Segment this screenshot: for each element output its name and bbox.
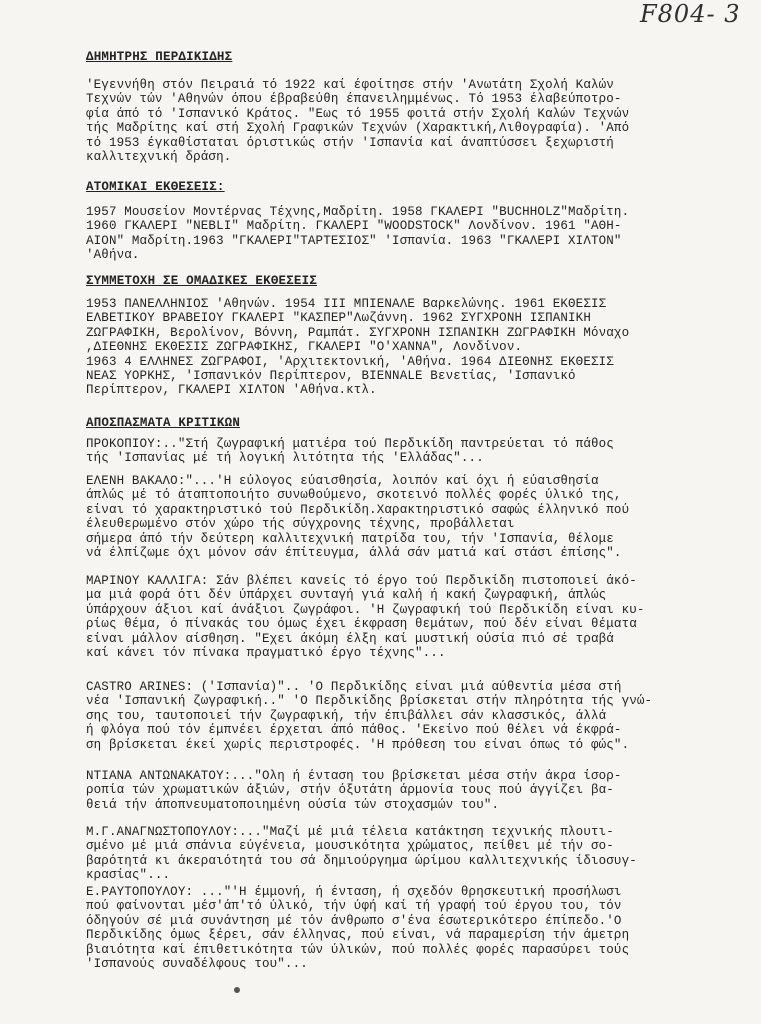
paragraph — [86, 437, 614, 466]
paragraph — [86, 78, 629, 164]
text-line: νά έλπίζωμε όχι μόνον σάν έπίτευγμα, άλλά σάν ματιά καί στάσι έπίσης". — [86, 546, 622, 561]
text-line: άπλώς μέ τό άταπτοποιήτο συνωθούμενο, σκοτεινό πολλές φορές ύλικό της, — [86, 488, 622, 503]
text-line: 1960 ΓΚΑΛΕΡΙ "NEBLI" Μαδρίτη. ΓΚΑΛΕΡΙ "WOODSTOCK" Λονδίνον. 1961 "ΑΘΗ- — [86, 219, 622, 234]
text-line: ΕΛΒΕΤΙΚΟΥ ΒΡΑΒΕΙΟΥ ΓΚΑΛΕΡΙ "ΚΑΣΠΕΡ"Λωζάννη. 1962 ΣΥΓΧΡΟΝΗ ΙΣΠΑΝΙΚΗ — [86, 311, 591, 326]
text-line: είναι τό χαρακτηριστικό τού Περδικίδη.Χαρακτηριστικό σαφώς έλληνικό πού — [86, 502, 630, 517]
text-line: είναι μάλλον αίσθηση. "Εχει άκόμη έλξη καί μυστική ούσία πιό σέ τραβά — [86, 631, 614, 646]
paragraph — [86, 825, 637, 883]
text-line: πού φαίνονται μέσ'άπ'τό ύλικό, τήν ύφή καί τή γραφή τού έργου του, τόν — [86, 899, 622, 914]
text-line: 1963 4 ΕΛΛΗΝΕΣ ΖΩΓΡΑΦΟΙ, 'Αρχιτεκτονική, 'Αθήνα. 1964 ΔΙΕΘΝΗΣ ΕΚΘΕΣΙΣ — [86, 354, 614, 369]
text-line: νέα 'Ισπανική ζωγραφική.." 'Ο Περδικίδης βρίσκεται στήν πληρότητα τής γνώ- — [86, 694, 653, 709]
text-line: CASTRO ARINES: ('Ισπανία)".. 'Ο Περδικίδης είναι μιά αύθεντία μέσα στή — [86, 680, 622, 694]
text-line: θειά τήν άποπνευματοποιημένη ούσία τών στοχασμών του". — [86, 797, 500, 812]
text-line: ροπία τών χρωματικών άξιών, στήν όξυτάτη άρμονία τους πού άγγίζει βα- — [86, 783, 614, 798]
text-line: 'Αθήνα. — [86, 248, 140, 263]
text-line: ,ΔΙΕΘΝΗΣ ΕΚΘΕΣΙΣ ΖΩΓΡΑΦΙΚΗΣ, ΓΚΑΛΕΡΙ "Ο'ΧΑΝΝΑ", Λονδίνον. — [86, 340, 523, 355]
text-line: 1957 Μουσείον Μοντέρνας Τέχνης,Μαδρίτη. 1958 ΓΚΑΛΕΡΙ "BUCHHOLZ"Μαδρίτη. — [86, 205, 630, 219]
text-line: ση βρίσκεται έκεί χωρίς περιστροφές. 'Η πρόθεση του είναι όπως τό φώς". — [86, 737, 630, 752]
text-line: όδηγούν σέ μιά συνάντηση μέ τόν άνθρωπο σ'ένα έσωτερικότερο έπίπεδο.'Ο — [86, 913, 622, 928]
text-line: τό 1953 έγκαθίσταται όριστικώς στήν 'Ισπανία καί άναπτύσσει ξεχωριστή — [86, 135, 614, 150]
text-line: ΑΙΟΝ" Μαδρίτη.1963 "ΓΚΑΛΕΡΙ"ΤΑΡΤΕΣΙΟΣ" 'Ισπανία. 1963 "ΓΚΑΛΕΡΙ ΧΙΛΤΟΝ" — [86, 233, 622, 248]
text-line: σήμερα άπό τήν δεύτερη καλλιτεχνική πατρίδα του, τήν 'Ισπανία, θέλομε — [86, 531, 614, 546]
text-line: ΜΑΡΙΝΟΥ ΚΑΛΛΙΓΑ: Σάν βλέπει κανείς τό έργο τού Περδικίδη πιστοποιεί άκό- — [86, 574, 637, 588]
text-line: μα μιά φορά ότι δέν ύπάρχει συνταγή γιά καλή ή κακή ζωγραφική, άπλώς — [86, 588, 607, 603]
text-line: ΖΩΓΡΑΦΙΚΗ, Βερολίνον, Βόννη, Ραμπάτ. ΣΥΓΧΡΟΝΗ ΙΣΠΑΝΙΚΗ ΖΩΓΡΑΦΙΚΗ Μόναχο — [86, 325, 630, 340]
text-line: καλλιτεχνική δράση. — [86, 150, 232, 165]
text-line: ρίως θέμα, ό πίνακάς του όμως έχει έκφραση θεμάτων, πού δέν είναι θέματα — [86, 617, 637, 632]
handwritten-mark: F804- 3 — [640, 0, 741, 28]
paragraph — [86, 680, 652, 752]
text-line: έλευθερωμένο στόν χώρο τής σύγχρονης τέχνης, προβάλλεται — [86, 517, 515, 532]
paragraph — [86, 205, 629, 263]
text-line: τής Μαδρίτης καί στή Σχολή Γραφικών Τεχνών (Χαρακτική,Λιθογραφία). 'Από — [86, 121, 630, 136]
text-line: ύπάρχουν άξιοι καί άνάξιοι ζωγράφοι. 'Η ζωγραφική τού Περδικίδη είναι κυ- — [86, 602, 645, 617]
paragraph — [86, 885, 629, 971]
text-line: ΝΕΑΣ ΥΟΡΚΗΣ, 'Ισπανικόν Περίπτερον, BIENNALE Βενετίας, 'Ισπανικό — [86, 369, 576, 384]
text-line: βιαιότητα καί έπιθετικότητα τών ύλικών, πού πολλές φορές παρασύρει τούς — [86, 942, 630, 957]
text-line: φία άπό τό 'Ισπανικό Κράτος. "Εως τό 1955 φοιτά στήν Σχολή Καλών Τεχνών — [86, 106, 630, 121]
text-line: Περδικίδης όμως ξέρει, σάν έλληνας, πού είναι, νά παραμερίση τήν άμετρη — [86, 928, 630, 943]
text-line: κρασίας"... — [86, 868, 171, 883]
text-line: ΕΛΕΝΗ ΒΑΚΑΛΟ:"...'Η εύλογος εύαισθησία, λοιπόν καί όχι ή εύαισθησία — [86, 474, 599, 488]
text-line: ΠΡΟΚΟΠΙΟΥ:.."Στή ζωγραφική ματιέρα τού Περδικίδη παντρεύεται τό πάθος — [86, 437, 614, 451]
paragraph — [86, 297, 629, 398]
section-heading: ΣΥΜΜΕΤΟΧΗ ΣΕ ΟΜΑΔΙΚΕΣ ΕΚΘΕΣΕΙΣ — [86, 274, 318, 288]
text-line: Ε.ΡΑΥΤΟΠΟΥΛΟΥ: ..."'Η έμμονή, ή ένταση, ή σχεδόν θρησκευτική προσήλωσι — [86, 885, 622, 899]
text-line: καί κάνει τόν πίνακα πραγματικό έργο τέχνης"... — [86, 646, 446, 661]
text-line: Τεχνών τών 'Αθηνών όπου έβραβεύθη έπανειλημμένως. Τό 1953 έλαβεύποτρο- — [86, 92, 622, 107]
text-line: 'Εγεννήθη στόν Πειραιά τό 1922 καί έφοίτησε στήν 'Ανωτάτη Σχολή Καλών — [86, 78, 614, 92]
section-heading: ΑΠΟΣΠΑΣΜΑΤΑ ΚΡΙΤΙΚΩΝ — [86, 416, 241, 430]
text-line: σης του, ταυτοποιεί τήν ζωγραφική, τήν έπιβάλλει σάν κλασσικός, άλλά — [86, 708, 607, 723]
text-line: ΝΤΙΑΝΑ ΑΝΤΩΝΑΚΑΤΟΥ:..."Ολη ή ένταση του βρίσκεται μέσα στήν άκρα ίσορ- — [86, 769, 622, 783]
section-heading: ΑΤΟΜΙΚΑΙ ΕΚΘΕΣΕΙΣ: — [86, 180, 225, 194]
paragraph — [86, 769, 622, 812]
text-line: ή φλόγα πού τόν έμπνέει έρχεται άπό πάθος. 'Εκείνο πού θέλει νά έκφρά- — [86, 723, 622, 738]
text-line: τής 'Ισπανίας μέ τή λογική λιτότητα τής 'Ελλάδας"... — [86, 451, 484, 466]
text-line: σμένο μέ μιά σπάνια εύγένεια, μουσικότητα χρώματος, πείθει μέ τήν σο- — [86, 839, 614, 854]
paragraph — [86, 474, 629, 560]
page-mark-dot — [234, 987, 240, 993]
section-heading: ΔΗΜΗΤΡΗΣ ΠΕΡΔΙΚΙΔΗΣ — [86, 50, 233, 64]
paragraph — [86, 574, 645, 660]
text-line: Μ.Γ.ΑΝΑΓΝΩΣΤΟΠΟΥΛΟΥ:..."Μαζί μέ μιά τέλεια κατάκτηση τεχνικής πλουτι- — [86, 825, 614, 839]
text-line: Περίπτερον, ΓΚΑΛΕΡΙ ΧΙΛΤΟΝ 'Αθήνα.κτλ. — [86, 383, 377, 398]
text-line: βαρότητά κι άκεραιότητά του σά δημιούργημα ώρίμου καλλιτεχνικής ίδιοσυγ- — [86, 853, 637, 868]
text-line: 1953 ΠΑΝΕΛΛΗΝΙΟΣ 'Αθηνών. 1954 III ΜΠΙΕΝΑΛΕ Βαρκελώνης. 1961 ΕΚΘΕΣΙΣ — [86, 297, 607, 311]
text-line: 'Ισπανούς συναδέλφους του"... — [86, 957, 308, 972]
